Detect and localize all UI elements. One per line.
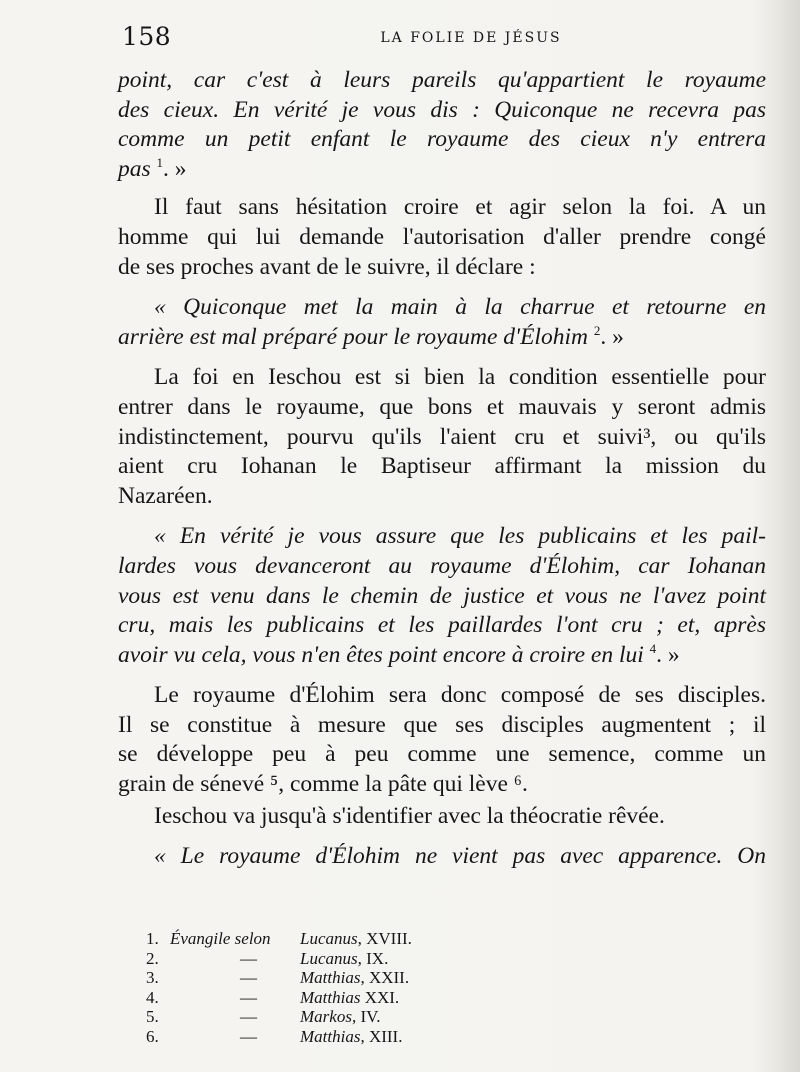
- footnote-source: Évangile selon: [170, 929, 271, 948]
- page-header: [122, 22, 760, 52]
- footnote-number: 4.: [146, 987, 159, 1007]
- text-line: Nazaréen.: [118, 482, 213, 509]
- text-fragment: . »: [656, 641, 680, 668]
- footnote-reference: [300, 1007, 380, 1027]
- text-line: indistinctement, pourvu qu'ils l'aient cru et suivi³, ou qu'ils: [118, 423, 766, 450]
- text-line: de ses proches avant de le suivre, il déclare :: [118, 253, 536, 280]
- footnote-reference: [300, 988, 399, 1008]
- text-line: entrer dans le royaume, que bons et mauvais y seront admis: [118, 393, 766, 420]
- running-title: LA FOLIE DE JÉSUS: [380, 30, 562, 46]
- text-line: point, car c'est à leurs pareils qu'appartient le royaume: [118, 67, 766, 93]
- gospel-name: Matthias: [300, 1026, 361, 1046]
- text-line: vous est venu dans le chemin de justice et vous ne l'avez point: [118, 582, 766, 609]
- chapter-ref: XXI.: [360, 987, 400, 1007]
- text-fragment: arrière est mal préparé pour le royaume d'Élohim: [118, 323, 588, 350]
- footnote-reference: [300, 968, 409, 988]
- text-fragment: . »: [163, 155, 187, 182]
- paragraph: [118, 681, 766, 799]
- chapter-ref: , IV.: [351, 1007, 381, 1026]
- text-line: [118, 323, 766, 353]
- footnote-number: 3.: [146, 968, 159, 987]
- text-line: « En vérité je vous assure que les publicains et les pail-: [154, 523, 766, 550]
- text-line: grain de sénevé ⁵, comme la pâte qui lève ⁶.: [118, 771, 528, 798]
- paragraph: [118, 193, 766, 282]
- text-line: des cieux. En vérité je vous dis : Quiconque ne recevra pas: [118, 96, 766, 123]
- text-line: [118, 155, 766, 185]
- gospel-name: Lucanus: [300, 948, 358, 968]
- paragraph: [118, 802, 766, 832]
- text-line: Il se constitue à mesure que ses disciples augmentent ; il: [118, 711, 766, 738]
- ditto-dash: —: [240, 1026, 257, 1046]
- ditto-dash: —: [240, 1007, 257, 1026]
- text-line: lardes vous devanceront au royaume d'Élohim, car Iohanan: [118, 552, 766, 579]
- footnotes: [146, 929, 546, 1046]
- text-line: Il faut sans hésitation croire et agir selon la foi. A un: [154, 194, 766, 221]
- footnote: [146, 1007, 546, 1027]
- footnote: [146, 968, 546, 988]
- paragraph: [118, 522, 766, 670]
- text-line: cru, mais les publicains et les paillardes l'ont cru ; et, après: [118, 612, 766, 639]
- chapter-ref: , IX.: [357, 948, 389, 968]
- paragraph: [118, 363, 766, 511]
- text-line: homme qui lui demande l'autorisation d'aller prendre congé: [118, 223, 766, 250]
- footnote-ref: 2: [593, 322, 601, 338]
- text-fragment: avoir vu cela, vous n'en êtes point encore à croire en lui: [118, 641, 644, 668]
- chapter-ref: , XIII.: [360, 1026, 403, 1046]
- footnote-reference: [300, 949, 388, 969]
- ditto-dash: —: [240, 948, 257, 968]
- footnote: [146, 1027, 546, 1047]
- gospel-name: Matthias: [300, 987, 361, 1007]
- paragraph: [118, 293, 766, 352]
- text-fragment: . »: [600, 323, 624, 350]
- footnote: [146, 929, 546, 949]
- footnote: [146, 988, 546, 1008]
- gospel-name: Lucanus: [300, 929, 358, 948]
- footnote-ref: 1: [156, 154, 164, 170]
- text-line: comme un petit enfant le royaume des cieux n'y entrera: [118, 126, 766, 153]
- footnote-reference: [300, 1027, 402, 1047]
- text-fragment: pas: [118, 155, 151, 182]
- footnote-ref: 4: [649, 640, 657, 656]
- ditto-dash: —: [240, 987, 257, 1007]
- gospel-name: Matthias: [300, 968, 361, 987]
- chapter-ref: , XXII.: [360, 968, 410, 987]
- footnote: [146, 949, 546, 969]
- footnote-number: 6.: [146, 1026, 159, 1046]
- chapter-ref: , XVIII.: [357, 929, 412, 948]
- text-line: [118, 641, 766, 671]
- text-line: Le royaume d'Élohim sera donc composé de ses disciples.: [154, 682, 766, 709]
- text-line: Ieschou va jusqu'à s'identifier avec la théocratie rêvée.: [154, 802, 665, 829]
- page-number: 158: [122, 22, 172, 51]
- footnote-number: 1.: [146, 929, 159, 948]
- footnote-number: 5.: [146, 1007, 159, 1026]
- paragraph: [118, 66, 766, 184]
- gospel-name: Markos: [300, 1007, 352, 1026]
- text-line: « Quiconque met la main à la charrue et retourne en: [154, 294, 766, 321]
- text-line: se développe peu à peu comme une semence, comme un: [118, 741, 766, 768]
- text-line: La foi en Ieschou est si bien la condition essentielle pour: [154, 364, 766, 391]
- footnote-reference: [300, 929, 412, 949]
- text-line: aient cru Iohanan le Baptiseur affirmant la mission du: [118, 453, 766, 480]
- footnote-number: 2.: [146, 948, 159, 968]
- ditto-dash: —: [240, 968, 257, 987]
- paragraph: [118, 842, 766, 872]
- text-line: « Le royaume d'Élohim ne vient pas avec apparence. On: [154, 843, 766, 870]
- body-text: [118, 66, 766, 883]
